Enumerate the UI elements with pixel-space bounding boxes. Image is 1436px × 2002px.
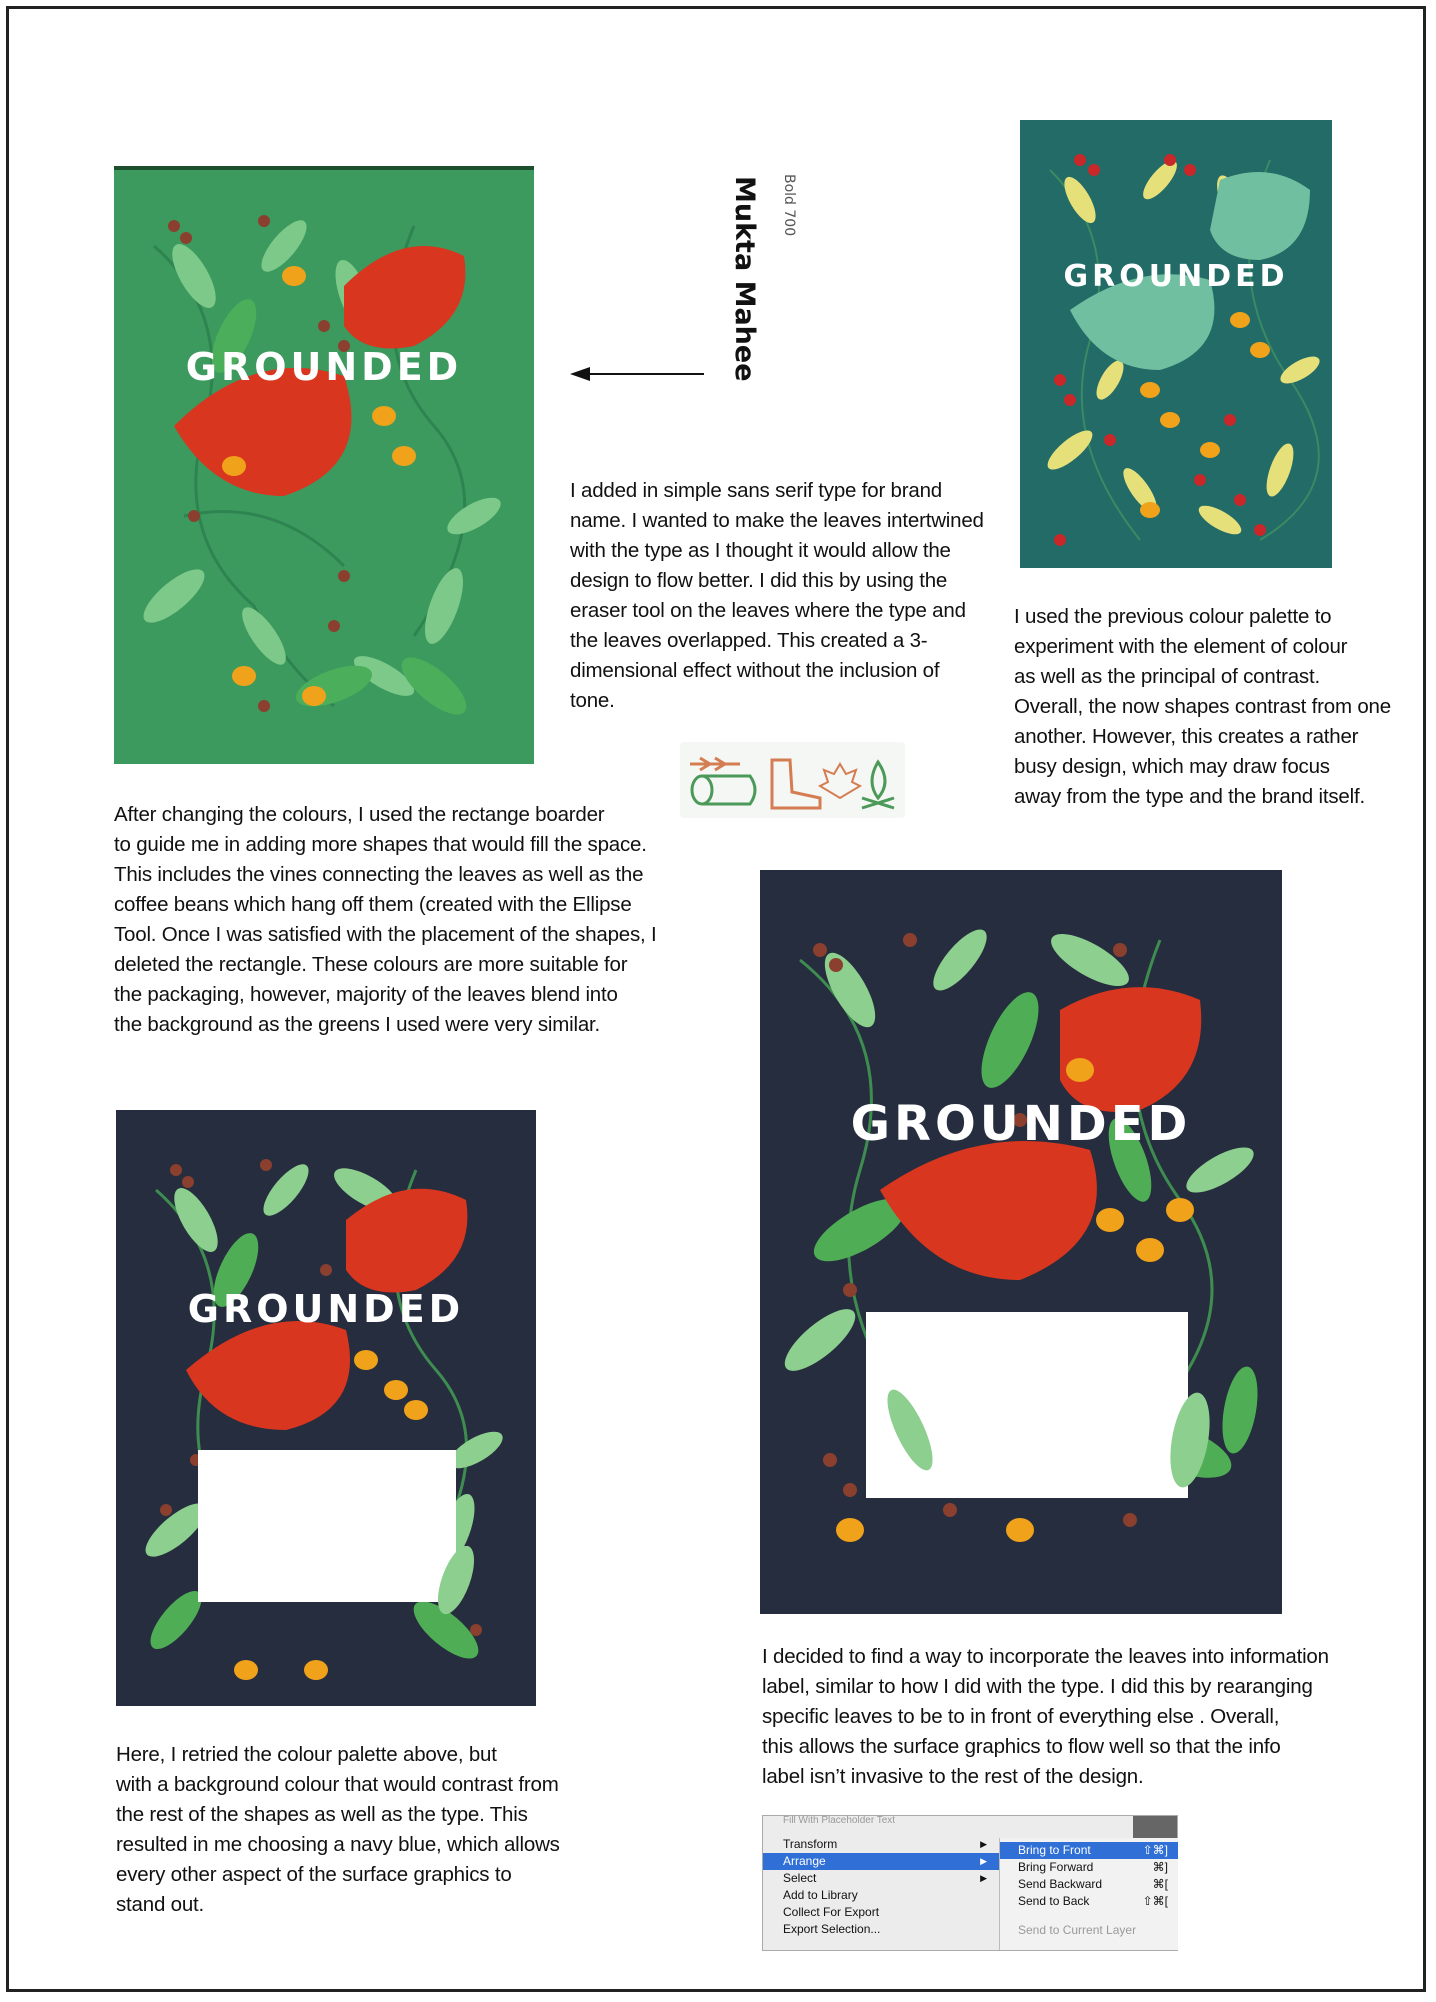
submenu-bring-to-front[interactable]: Bring to Front ⇧⌘] [1000, 1842, 1178, 1859]
navy-note: Here, I retried the colour palette above, but with a background colour that would contrast from the rest of the shapes as well as the type. This resulted in me choosing a navy blue, which allows every other aspect of the surface graphics to stand out. [116, 1743, 560, 1916]
arrow-icon [568, 362, 706, 386]
menu-item-collect-for-export[interactable]: Collect For Export [783, 1905, 880, 1919]
submenu-send-to-current-layer[interactable]: Send to Current Layer [1018, 1923, 1137, 1937]
submenu-bring-forward[interactable]: Bring Forward ⌘] [1018, 1860, 1168, 1874]
font-name-label: Mukta Mahee [729, 176, 760, 382]
brand-name: GROUNDED [850, 1096, 1192, 1152]
brand-name: GROUNDED [1063, 259, 1289, 294]
menu-item-select[interactable]: Select ▶ [783, 1871, 987, 1885]
brand-name: GROUNDED [187, 1287, 465, 1331]
submenu-arrow-icon: ▶ [980, 1839, 987, 1849]
menu-item-arrange[interactable]: Arrange ▶ [763, 1853, 999, 1870]
outdoor-icons-strip [680, 742, 905, 818]
arrange-submenu [999, 1838, 1178, 1950]
submenu-send-backward[interactable]: Send Backward ⌘[ [1018, 1877, 1168, 1891]
arrange-context-menu [762, 1815, 1178, 1951]
menu-main-column [763, 1816, 999, 1950]
submenu-arrow-icon: ▶ [980, 1856, 987, 1866]
rectangle-note: After changing the colours, I used the rectange boarder to guide me in adding more shapes that would fill the space. This includes the vines connecting the leaves as well as the coffee beans which hang off them (created with the Ellipse Tool. Once I was satisfied with the placement of the shapes, I deleted the rectangle. These colours are more suitable for the packaging, however, majority of the leaves blend into the background as the greens I used were very similar. [114, 803, 657, 1036]
info-label [866, 1312, 1188, 1498]
menu-item-transform[interactable]: Transform ▶ [783, 1837, 987, 1851]
menu-item-export-selection[interactable]: Export Selection... [783, 1922, 881, 1936]
poster-green [114, 166, 534, 764]
submenu-send-to-back[interactable]: Send to Back ⇧⌘[ [1018, 1894, 1168, 1908]
submenu-arrow-icon: ▶ [980, 1873, 987, 1883]
menu-item-add-to-library[interactable]: Add to Library [783, 1888, 858, 1902]
menu-item-partial[interactable]: Fill With Placeholder Text [783, 1816, 896, 1826]
menu-dark-corner [1133, 1816, 1177, 1838]
type-note: I added in simple sans serif type for brand name. I wanted to make the leaves intertwined with the type as I thought it would allow the design to flow better. I did this by using the eraser tool on the leaves where the type and the leaves overlapped. This created a 3- dimensional effect without the inclusion of tone. [570, 479, 984, 712]
label-note: I decided to find a way to incorporate the leaves into information label, similar to how I did with the type. I did this by rearanging specific leaves to be to in front of everything else . Overall, this allows the surface graphics to flow well so that the info label isn’t invasive to the rest of the design. [762, 1645, 1329, 1788]
font-weight-label: Bold 700 [781, 174, 797, 237]
info-label [198, 1450, 456, 1602]
palette-note: I used the previous colour palette to experiment with the element of colour as well as the principal of contrast. Overall, the now shapes contrast from one another. However, this creates a rather busy design, which may draw focus away from the type and the brand itself. [1014, 605, 1391, 808]
poster-teal [1020, 120, 1332, 568]
poster-navy-small [116, 1110, 536, 1706]
brand-name: GROUNDED [185, 345, 463, 389]
poster-navy-large [760, 870, 1282, 1614]
